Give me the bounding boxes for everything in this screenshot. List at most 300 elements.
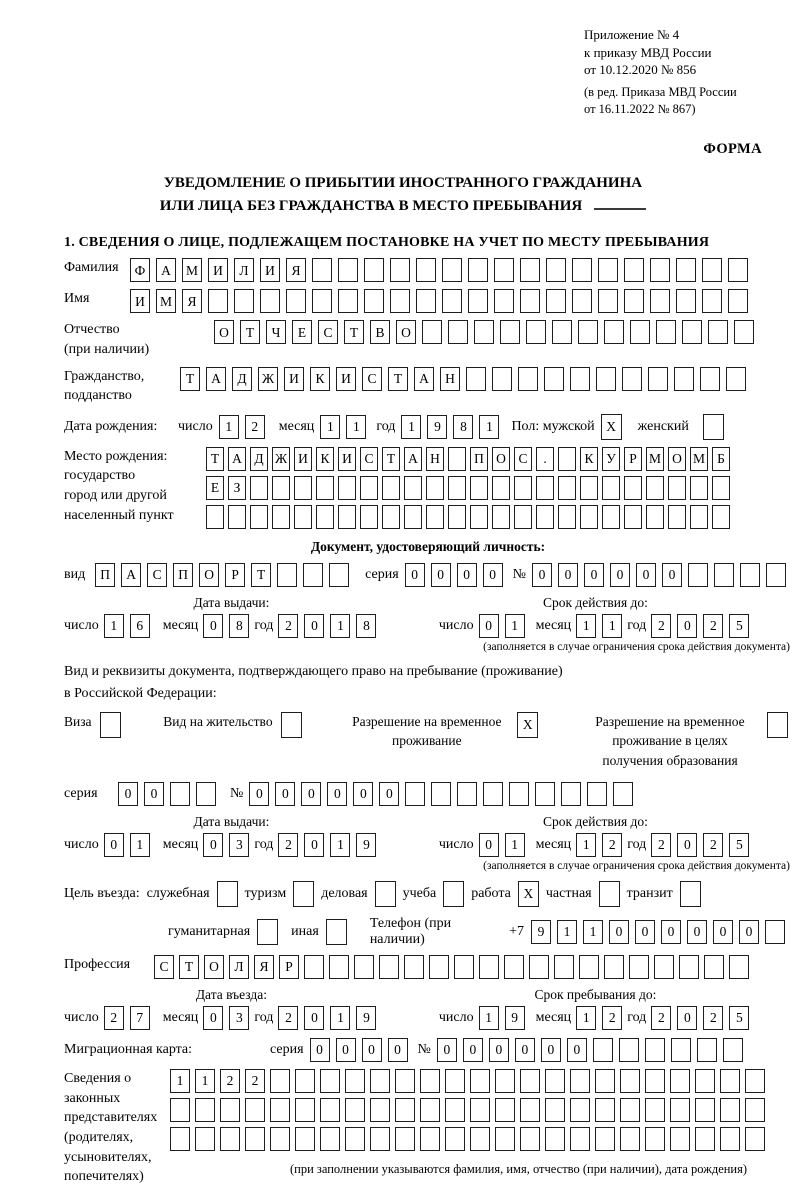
form-cell[interactable]: 1 — [104, 614, 124, 638]
form-cell[interactable]: И — [260, 258, 280, 282]
form-cell[interactable] — [670, 1127, 690, 1151]
form-cell[interactable]: 0 — [457, 563, 477, 587]
form-cell[interactable]: Ж — [272, 447, 290, 471]
form-cell[interactable] — [535, 782, 555, 806]
form-cell[interactable]: О — [204, 955, 224, 979]
form-cell[interactable] — [619, 1038, 639, 1062]
form-cell[interactable] — [195, 1098, 215, 1122]
form-cell[interactable] — [720, 1069, 740, 1093]
form-cell[interactable] — [604, 320, 624, 344]
form-cell[interactable]: 2 — [104, 1006, 124, 1030]
form-cell[interactable]: Д — [232, 367, 252, 391]
form-cell[interactable]: Р — [279, 955, 299, 979]
form-cell[interactable]: О — [492, 447, 510, 471]
form-cell[interactable]: Ч — [266, 320, 286, 344]
form-cell[interactable] — [766, 563, 786, 587]
form-cell[interactable] — [304, 955, 324, 979]
form-cell[interactable] — [720, 1098, 740, 1122]
form-cell[interactable] — [645, 1098, 665, 1122]
form-cell[interactable]: 0 — [362, 1038, 382, 1062]
form-cell[interactable]: 0 — [463, 1038, 483, 1062]
form-cell[interactable]: 0 — [541, 1038, 561, 1062]
form-cell[interactable] — [470, 1069, 490, 1093]
form-cell[interactable] — [316, 476, 334, 500]
form-cell[interactable] — [474, 320, 494, 344]
form-cell[interactable]: 2 — [278, 833, 298, 857]
form-cell[interactable] — [624, 289, 644, 313]
form-cell[interactable] — [345, 1127, 365, 1151]
form-cell[interactable]: Ф — [130, 258, 150, 282]
form-cell[interactable] — [613, 782, 633, 806]
form-cell[interactable]: Я — [182, 289, 202, 313]
form-cell[interactable] — [420, 1098, 440, 1122]
form-cell[interactable]: М — [646, 447, 664, 471]
form-cell[interactable] — [364, 289, 384, 313]
form-cell[interactable] — [702, 289, 722, 313]
form-cell[interactable]: 0 — [310, 1038, 330, 1062]
form-cell[interactable] — [270, 1069, 290, 1093]
form-cell[interactable] — [558, 476, 576, 500]
form-cell[interactable] — [492, 476, 510, 500]
form-cell[interactable] — [442, 258, 462, 282]
form-cell[interactable]: 0 — [558, 563, 578, 587]
form-cell[interactable]: 0 — [353, 782, 373, 806]
form-cell[interactable]: Л — [229, 955, 249, 979]
form-cell[interactable] — [723, 1038, 743, 1062]
form-cell[interactable] — [470, 1127, 490, 1151]
form-cell[interactable]: 2 — [278, 1006, 298, 1030]
form-cell[interactable]: А — [228, 447, 246, 471]
form-cell[interactable] — [360, 476, 378, 500]
form-cell[interactable] — [470, 476, 488, 500]
form-cell[interactable]: . — [536, 447, 554, 471]
form-cell[interactable]: 0 — [609, 920, 629, 944]
form-cell[interactable]: Т — [240, 320, 260, 344]
form-cell[interactable] — [514, 505, 532, 529]
form-cell[interactable]: И — [208, 258, 228, 282]
form-cell[interactable] — [250, 505, 268, 529]
form-cell[interactable]: 0 — [203, 614, 223, 638]
form-cell[interactable] — [338, 476, 356, 500]
form-cell[interactable] — [329, 955, 349, 979]
form-cell[interactable] — [170, 1127, 190, 1151]
form-cell[interactable]: 1 — [401, 415, 421, 439]
form-cell[interactable]: 1 — [320, 415, 340, 439]
form-cell[interactable]: 0 — [388, 1038, 408, 1062]
form-cell[interactable] — [272, 476, 290, 500]
form-cell[interactable] — [595, 1069, 615, 1093]
form-cell[interactable] — [708, 320, 728, 344]
form-cell[interactable] — [390, 258, 410, 282]
form-cell[interactable] — [320, 1098, 340, 1122]
form-cell[interactable] — [420, 1069, 440, 1093]
form-cell[interactable]: 8 — [229, 614, 249, 638]
form-cell[interactable] — [670, 1069, 690, 1093]
form-cell[interactable] — [466, 367, 486, 391]
form-cell[interactable] — [546, 289, 566, 313]
form-cell[interactable] — [671, 1038, 691, 1062]
form-cell[interactable] — [504, 955, 524, 979]
form-cell[interactable]: 1 — [479, 415, 499, 439]
form-cell[interactable]: 1 — [130, 833, 150, 857]
form-cell[interactable]: Т — [388, 367, 408, 391]
form-cell[interactable] — [520, 1127, 540, 1151]
form-cell[interactable]: 0 — [687, 920, 707, 944]
form-cell[interactable] — [405, 782, 425, 806]
form-cell[interactable] — [679, 955, 699, 979]
form-cell[interactable] — [295, 1127, 315, 1151]
form-cell[interactable] — [492, 367, 512, 391]
form-cell[interactable] — [470, 505, 488, 529]
form-cell[interactable]: А — [404, 447, 422, 471]
form-cell[interactable] — [579, 955, 599, 979]
form-cell[interactable] — [714, 563, 734, 587]
form-cell[interactable]: 2 — [703, 614, 723, 638]
form-cell[interactable] — [514, 476, 532, 500]
form-cell[interactable] — [295, 1098, 315, 1122]
form-cell[interactable] — [670, 1098, 690, 1122]
form-cell[interactable]: У — [602, 447, 620, 471]
form-cell[interactable]: 0 — [479, 614, 499, 638]
form-cell[interactable] — [545, 1098, 565, 1122]
form-cell[interactable]: 1 — [576, 1006, 596, 1030]
form-cell[interactable] — [442, 289, 462, 313]
form-cell[interactable] — [370, 1069, 390, 1093]
form-cell[interactable] — [390, 289, 410, 313]
form-cell[interactable]: 0 — [118, 782, 138, 806]
form-cell[interactable]: И — [284, 367, 304, 391]
form-cell[interactable] — [595, 1127, 615, 1151]
form-cell[interactable] — [448, 476, 466, 500]
form-cell[interactable] — [578, 320, 598, 344]
form-cell[interactable] — [688, 563, 708, 587]
form-cell[interactable]: 0 — [677, 614, 697, 638]
form-cell[interactable]: 1 — [557, 920, 577, 944]
form-cell[interactable]: 0 — [304, 614, 324, 638]
form-cell[interactable] — [728, 258, 748, 282]
form-cell[interactable] — [536, 476, 554, 500]
form-cell[interactable]: А — [206, 367, 226, 391]
form-cell[interactable] — [682, 320, 702, 344]
form-cell[interactable] — [620, 1069, 640, 1093]
sex-female-checkbox[interactable] — [703, 414, 724, 440]
form-cell[interactable] — [316, 505, 334, 529]
form-cell[interactable] — [245, 1127, 265, 1151]
form-cell[interactable] — [320, 1127, 340, 1151]
form-cell[interactable] — [570, 1069, 590, 1093]
form-cell[interactable] — [395, 1127, 415, 1151]
form-cell[interactable] — [170, 782, 190, 806]
form-cell[interactable]: 5 — [729, 1006, 749, 1030]
form-cell[interactable]: К — [580, 447, 598, 471]
form-cell[interactable] — [624, 476, 642, 500]
form-cell[interactable]: 1 — [330, 833, 350, 857]
form-cell[interactable] — [260, 289, 280, 313]
form-cell[interactable] — [492, 505, 510, 529]
purpose-work-checkbox[interactable]: X — [518, 881, 539, 907]
form-cell[interactable] — [712, 505, 730, 529]
form-cell[interactable]: К — [310, 367, 330, 391]
form-cell[interactable]: 1 — [505, 614, 525, 638]
form-cell[interactable] — [277, 563, 297, 587]
form-cell[interactable]: 2 — [245, 415, 265, 439]
form-cell[interactable] — [654, 955, 674, 979]
purpose-private-checkbox[interactable] — [599, 881, 620, 907]
form-cell[interactable]: Т — [344, 320, 364, 344]
form-cell[interactable]: 0 — [431, 563, 451, 587]
form-cell[interactable] — [702, 258, 722, 282]
visa-checkbox[interactable] — [100, 712, 121, 738]
form-cell[interactable] — [596, 367, 616, 391]
form-cell[interactable]: О — [668, 447, 686, 471]
form-cell[interactable]: Д — [250, 447, 268, 471]
form-cell[interactable] — [345, 1098, 365, 1122]
form-cell[interactable]: 2 — [651, 614, 671, 638]
form-cell[interactable]: 0 — [203, 833, 223, 857]
form-cell[interactable] — [700, 367, 720, 391]
form-cell[interactable] — [650, 258, 670, 282]
form-cell[interactable]: 2 — [602, 1006, 622, 1030]
form-cell[interactable] — [416, 258, 436, 282]
form-cell[interactable]: П — [95, 563, 115, 587]
form-cell[interactable] — [558, 447, 576, 471]
form-cell[interactable]: 0 — [636, 563, 656, 587]
form-cell[interactable]: С — [362, 367, 382, 391]
form-cell[interactable]: З — [228, 476, 246, 500]
form-cell[interactable]: 0 — [249, 782, 269, 806]
form-cell[interactable]: Н — [426, 447, 444, 471]
form-cell[interactable] — [294, 505, 312, 529]
form-cell[interactable]: 1 — [576, 833, 596, 857]
residence-permit-checkbox[interactable] — [281, 712, 302, 738]
form-cell[interactable] — [729, 955, 749, 979]
form-cell[interactable]: 5 — [729, 833, 749, 857]
form-cell[interactable]: В — [370, 320, 390, 344]
form-cell[interactable] — [338, 505, 356, 529]
form-cell[interactable] — [338, 289, 358, 313]
form-cell[interactable]: 0 — [379, 782, 399, 806]
form-cell[interactable] — [338, 258, 358, 282]
form-cell[interactable]: Р — [624, 447, 642, 471]
form-cell[interactable]: Е — [206, 476, 224, 500]
form-cell[interactable]: 6 — [130, 614, 150, 638]
form-cell[interactable] — [674, 367, 694, 391]
form-cell[interactable]: 0 — [567, 1038, 587, 1062]
form-cell[interactable] — [520, 289, 540, 313]
form-cell[interactable] — [740, 563, 760, 587]
form-cell[interactable]: М — [182, 258, 202, 282]
form-cell[interactable] — [495, 1098, 515, 1122]
form-cell[interactable] — [220, 1127, 240, 1151]
form-cell[interactable] — [483, 782, 503, 806]
form-cell[interactable] — [448, 320, 468, 344]
form-cell[interactable] — [468, 289, 488, 313]
form-cell[interactable]: 0 — [104, 833, 124, 857]
form-cell[interactable] — [668, 476, 686, 500]
purpose-tourism-checkbox[interactable] — [293, 881, 314, 907]
form-cell[interactable]: 2 — [602, 833, 622, 857]
form-cell[interactable]: О — [396, 320, 416, 344]
form-cell[interactable] — [250, 476, 268, 500]
form-cell[interactable]: И — [294, 447, 312, 471]
form-cell[interactable]: 2 — [651, 1006, 671, 1030]
form-cell[interactable]: А — [414, 367, 434, 391]
form-cell[interactable]: 0 — [739, 920, 759, 944]
form-cell[interactable]: 1 — [170, 1069, 190, 1093]
form-cell[interactable] — [520, 258, 540, 282]
form-cell[interactable]: 0 — [677, 833, 697, 857]
form-cell[interactable]: 2 — [278, 614, 298, 638]
form-cell[interactable] — [526, 320, 546, 344]
form-cell[interactable]: 0 — [275, 782, 295, 806]
form-cell[interactable] — [234, 289, 254, 313]
form-cell[interactable] — [422, 320, 442, 344]
form-cell[interactable]: 3 — [229, 833, 249, 857]
form-cell[interactable]: Л — [234, 258, 254, 282]
form-cell[interactable]: 0 — [489, 1038, 509, 1062]
form-cell[interactable] — [270, 1127, 290, 1151]
form-cell[interactable]: 9 — [356, 833, 376, 857]
form-cell[interactable] — [395, 1069, 415, 1093]
form-cell[interactable] — [598, 258, 618, 282]
form-cell[interactable] — [448, 505, 466, 529]
form-cell[interactable]: Т — [180, 367, 200, 391]
form-cell[interactable]: О — [199, 563, 219, 587]
form-cell[interactable] — [572, 289, 592, 313]
form-cell[interactable]: 0 — [437, 1038, 457, 1062]
form-cell[interactable]: 0 — [483, 563, 503, 587]
form-cell[interactable] — [529, 955, 549, 979]
form-cell[interactable] — [379, 955, 399, 979]
form-cell[interactable] — [745, 1127, 765, 1151]
form-cell[interactable]: 0 — [610, 563, 630, 587]
form-cell[interactable]: 1 — [330, 1006, 350, 1030]
form-cell[interactable] — [695, 1069, 715, 1093]
form-cell[interactable] — [195, 1127, 215, 1151]
form-cell[interactable] — [690, 476, 708, 500]
form-cell[interactable]: 2 — [245, 1069, 265, 1093]
form-cell[interactable] — [544, 367, 564, 391]
form-cell[interactable]: Т — [251, 563, 271, 587]
form-cell[interactable]: 1 — [602, 614, 622, 638]
form-cell[interactable]: 2 — [703, 833, 723, 857]
form-cell[interactable]: 1 — [346, 415, 366, 439]
form-cell[interactable] — [360, 505, 378, 529]
form-cell[interactable] — [426, 476, 444, 500]
form-cell[interactable] — [286, 289, 306, 313]
form-cell[interactable] — [457, 782, 477, 806]
form-cell[interactable] — [345, 1069, 365, 1093]
form-cell[interactable] — [704, 955, 724, 979]
form-cell[interactable] — [395, 1098, 415, 1122]
form-cell[interactable] — [382, 505, 400, 529]
form-cell[interactable]: 8 — [453, 415, 473, 439]
form-cell[interactable]: П — [173, 563, 193, 587]
form-cell[interactable] — [494, 289, 514, 313]
form-cell[interactable] — [629, 955, 649, 979]
form-cell[interactable] — [312, 258, 332, 282]
form-cell[interactable] — [554, 955, 574, 979]
purpose-transit-checkbox[interactable] — [680, 881, 701, 907]
form-cell[interactable] — [656, 320, 676, 344]
form-cell[interactable]: О — [214, 320, 234, 344]
form-cell[interactable] — [536, 505, 554, 529]
temp-residence-education-checkbox[interactable] — [767, 712, 788, 738]
form-cell[interactable] — [695, 1098, 715, 1122]
form-cell[interactable] — [470, 1098, 490, 1122]
form-cell[interactable]: 0 — [304, 1006, 324, 1030]
form-cell[interactable]: 0 — [327, 782, 347, 806]
form-cell[interactable] — [676, 258, 696, 282]
form-cell[interactable]: 0 — [336, 1038, 356, 1062]
form-cell[interactable]: 1 — [576, 614, 596, 638]
form-cell[interactable] — [495, 1069, 515, 1093]
form-cell[interactable] — [726, 367, 746, 391]
form-cell[interactable] — [448, 447, 466, 471]
form-cell[interactable] — [364, 258, 384, 282]
form-cell[interactable]: И — [130, 289, 150, 313]
form-cell[interactable] — [765, 920, 785, 944]
form-cell[interactable] — [312, 289, 332, 313]
form-cell[interactable] — [602, 505, 620, 529]
form-cell[interactable] — [270, 1098, 290, 1122]
title-blank-line[interactable] — [594, 197, 646, 210]
form-cell[interactable] — [646, 476, 664, 500]
form-cell[interactable] — [598, 289, 618, 313]
form-cell[interactable] — [645, 1127, 665, 1151]
form-cell[interactable] — [429, 955, 449, 979]
temp-residence-checkbox[interactable]: X — [517, 712, 538, 738]
form-cell[interactable] — [303, 563, 323, 587]
form-cell[interactable] — [570, 1098, 590, 1122]
form-cell[interactable] — [479, 955, 499, 979]
form-cell[interactable] — [295, 1069, 315, 1093]
form-cell[interactable] — [416, 289, 436, 313]
form-cell[interactable]: 1 — [330, 614, 350, 638]
form-cell[interactable] — [580, 505, 598, 529]
form-cell[interactable] — [454, 955, 474, 979]
form-cell[interactable] — [561, 782, 581, 806]
form-cell[interactable]: 9 — [531, 920, 551, 944]
form-cell[interactable]: 0 — [661, 920, 681, 944]
form-cell[interactable]: Б — [712, 447, 730, 471]
form-cell[interactable]: С — [154, 955, 174, 979]
form-cell[interactable] — [426, 505, 444, 529]
form-cell[interactable] — [695, 1127, 715, 1151]
purpose-study-checkbox[interactable] — [443, 881, 464, 907]
form-cell[interactable]: И — [338, 447, 356, 471]
form-cell[interactable] — [545, 1127, 565, 1151]
form-cell[interactable]: 0 — [405, 563, 425, 587]
form-cell[interactable]: 3 — [229, 1006, 249, 1030]
form-cell[interactable] — [208, 289, 228, 313]
form-cell[interactable] — [404, 476, 422, 500]
form-cell[interactable] — [329, 563, 349, 587]
form-cell[interactable]: 2 — [220, 1069, 240, 1093]
form-cell[interactable] — [620, 1098, 640, 1122]
form-cell[interactable] — [431, 782, 451, 806]
form-cell[interactable]: 5 — [729, 614, 749, 638]
form-cell[interactable] — [602, 476, 620, 500]
form-cell[interactable] — [382, 476, 400, 500]
form-cell[interactable] — [545, 1069, 565, 1093]
form-cell[interactable] — [570, 1127, 590, 1151]
sex-male-checkbox[interactable]: X — [601, 414, 622, 440]
form-cell[interactable] — [468, 258, 488, 282]
form-cell[interactable] — [552, 320, 572, 344]
form-cell[interactable] — [445, 1098, 465, 1122]
form-cell[interactable]: 9 — [427, 415, 447, 439]
